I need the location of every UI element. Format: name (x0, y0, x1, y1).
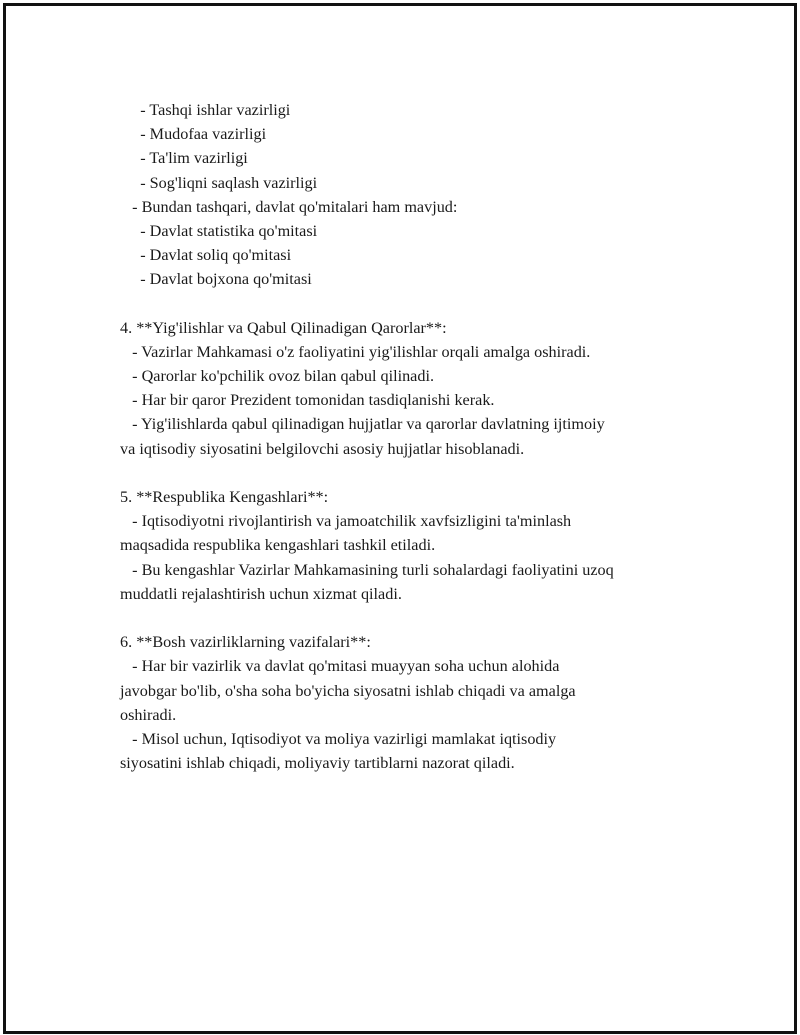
text-line: - Bundan tashqari, davlat qo'mitalari ham mavjud: (120, 197, 458, 216)
text-line: - Vazirlar Mahkamasi o'z faoliyatini yig'ilishlar orqali amalga oshiradi. (120, 342, 591, 361)
text-line: muddatli rejalashtirish uchun xizmat qiladi. (120, 584, 402, 603)
text-line: - Misol uchun, Iqtisodiyot va moliya vazirligi mamlakat iqtisodiy (120, 729, 557, 748)
text-line: - Yig'ilishlarda qabul qilinadigan hujjatlar va qarorlar davlatning ijtimoiy (120, 415, 605, 434)
text-line: - Har bir vazirlik va davlat qo'mitasi muayyan soha uchun alohida (120, 657, 560, 676)
text-line: - Davlat statistika qo'mitasi (120, 221, 318, 240)
blank-line (120, 292, 700, 316)
text-line: maqsadida respublika kengashlari tashkil etiladi. (120, 536, 436, 555)
document-body (120, 98, 700, 775)
text-line: siyosatini ishlab chiqadi, moliyaviy tartiblarni nazorat qiladi. (120, 754, 515, 773)
text-line: - Mudofaa vazirligi (120, 125, 267, 144)
page-frame (3, 3, 797, 1034)
section-heading: 5. **Respublika Kengashlari**: (120, 488, 329, 506)
blank-line (120, 461, 700, 485)
text-line: - Bu kengashlar Vazirlar Mahkamasining turli sohalardagi faoliyatini uzoq (120, 560, 614, 579)
text-line: - Iqtisodiyotni rivojlantirish va jamoatchilik xavfsizligini ta'minlash (120, 512, 572, 531)
text-line: - Ta'lim vazirligi (120, 149, 248, 168)
section-heading: 6. **Bosh vazirliklarning vazifalari**: (120, 633, 371, 652)
text-line: - Tashqi ishlar vazirligi (120, 101, 291, 119)
blank-line (120, 606, 700, 630)
text-line: - Davlat soliq qo'mitasi (120, 246, 292, 265)
text-line: oshiradi. (120, 705, 177, 724)
text-line: va iqtisodiy siyosatini belgilovchi asosiy hujjatlar hisoblanadi. (120, 439, 525, 458)
text-line: javobgar bo'lib, o'sha soha bo'yicha siyosatni ishlab chiqadi va amalga (120, 681, 576, 700)
text-line: - Har bir qaror Prezident tomonidan tasdiqlanishi kerak. (120, 391, 495, 410)
text-line: - Davlat bojxona qo'mitasi (120, 270, 312, 289)
section-heading: 4. **Yig'ilishlar va Qabul Qilinadigan Qarorlar**: (120, 318, 447, 337)
text-line: - Sog'liqni saqlash vazirligi (120, 173, 318, 192)
text-line: - Qarorlar ko'pchilik ovoz bilan qabul qilinadi. (120, 367, 434, 386)
